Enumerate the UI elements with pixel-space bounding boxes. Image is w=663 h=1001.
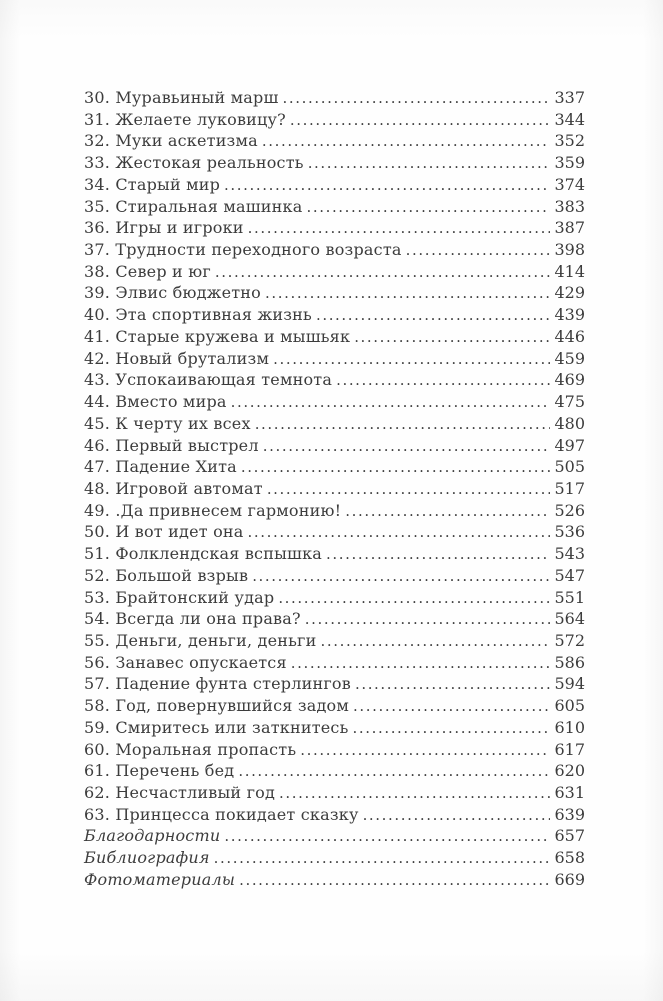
dot-leader bbox=[239, 869, 550, 892]
toc-entry bbox=[84, 608, 585, 630]
toc-entry-title: 56. Занавес опускается bbox=[84, 652, 287, 672]
toc-entry bbox=[84, 196, 585, 218]
toc-entry bbox=[84, 239, 585, 261]
toc-entry-title: 54. Всегда ли она права? bbox=[84, 609, 301, 629]
toc-entry bbox=[84, 391, 585, 413]
toc-entry bbox=[84, 282, 585, 304]
toc-entry-page: 398 bbox=[554, 240, 585, 260]
dot-leader bbox=[278, 587, 550, 610]
toc-entry-title: 37. Трудности переходного возраста bbox=[84, 240, 402, 260]
toc-entry-title: 47. Падение Хита bbox=[84, 457, 237, 477]
toc-entry-page: 446 bbox=[554, 326, 585, 346]
dot-leader bbox=[248, 521, 551, 544]
toc-entry-title: 48. Игровой автомат bbox=[84, 478, 263, 498]
toc-entry bbox=[84, 369, 585, 391]
dot-leader bbox=[345, 500, 550, 523]
toc-entry-page: 536 bbox=[554, 522, 585, 542]
dot-leader bbox=[291, 652, 551, 675]
dot-leader bbox=[241, 456, 551, 479]
toc-entry-title: 58. Год, повернувшийся задом bbox=[84, 696, 350, 716]
dot-leader bbox=[238, 760, 550, 783]
dot-leader bbox=[255, 413, 551, 436]
toc-entry-page: 620 bbox=[554, 761, 585, 781]
toc-entry-page: 617 bbox=[554, 739, 585, 759]
toc-entry bbox=[84, 565, 585, 587]
dot-leader bbox=[326, 543, 550, 566]
toc-entry-title: 63. Принцесса покидает сказку bbox=[84, 804, 359, 824]
toc-entry bbox=[84, 652, 585, 674]
dot-leader bbox=[352, 717, 550, 740]
toc-entry-page: 631 bbox=[554, 783, 585, 802]
toc-entry bbox=[84, 739, 585, 761]
dot-leader bbox=[320, 630, 550, 653]
toc-entry-title: 50. И вот идет она bbox=[84, 522, 244, 542]
toc-entry-title: 61. Перечень бед bbox=[84, 761, 235, 781]
toc-entry-title: 35. Стиральная машинка bbox=[84, 196, 303, 216]
toc-entry bbox=[84, 152, 585, 174]
toc-entry bbox=[84, 717, 585, 739]
toc-entry-title: 31. Желаете луковицу? bbox=[84, 109, 286, 129]
toc-entry bbox=[84, 673, 585, 695]
dot-leader bbox=[248, 217, 551, 240]
toc-entry-title: 39. Элвис бюджетно bbox=[84, 283, 262, 303]
toc-entry bbox=[84, 304, 585, 326]
toc-entry bbox=[84, 478, 585, 500]
toc-entry bbox=[84, 87, 585, 109]
dot-leader bbox=[283, 87, 551, 110]
toc-entry-page: 374 bbox=[554, 174, 585, 194]
dot-leader bbox=[308, 152, 551, 175]
dot-leader bbox=[406, 239, 551, 262]
toc-entry bbox=[84, 825, 585, 847]
toc-entry-page: 387 bbox=[554, 218, 585, 238]
dot-leader bbox=[224, 174, 550, 197]
toc-entry bbox=[84, 847, 585, 869]
toc-entry bbox=[84, 587, 585, 609]
toc-entry-title: 52. Большой взрыв bbox=[84, 565, 249, 585]
toc-entry-page: 475 bbox=[554, 392, 585, 412]
dot-leader bbox=[215, 261, 551, 284]
toc-entry bbox=[84, 348, 585, 370]
toc-entry-page: 459 bbox=[554, 348, 585, 368]
toc-entry-title: 42. Новый брутализм bbox=[84, 348, 270, 368]
dot-leader bbox=[267, 478, 551, 501]
dot-leader bbox=[252, 565, 550, 588]
toc-entry-page: 639 bbox=[554, 804, 585, 824]
toc-entry-page: 439 bbox=[554, 305, 585, 325]
dot-leader bbox=[306, 196, 550, 219]
toc-entry-page: 605 bbox=[554, 696, 585, 716]
toc-entry bbox=[84, 456, 585, 478]
toc-entry-page: 547 bbox=[554, 565, 585, 585]
dot-leader bbox=[305, 608, 551, 631]
toc-entry bbox=[84, 326, 585, 348]
toc-entry-page: 586 bbox=[554, 652, 585, 672]
dot-leader bbox=[273, 348, 550, 371]
toc-entry bbox=[84, 413, 585, 435]
toc-entry-page: 658 bbox=[554, 848, 585, 868]
toc-entry bbox=[84, 217, 585, 239]
dot-leader bbox=[224, 825, 550, 848]
toc-entry-page: 517 bbox=[554, 478, 585, 498]
toc-entry-page: 505 bbox=[554, 457, 585, 477]
toc-entry-title: 30. Муравьиный марш bbox=[84, 88, 279, 107]
toc-entry-title: 44. Вместо мира bbox=[84, 392, 227, 412]
dot-leader bbox=[300, 739, 550, 762]
toc-entry-title: Фотоматериалы bbox=[84, 869, 236, 889]
toc-entry-page: 543 bbox=[554, 544, 585, 564]
toc-entry bbox=[84, 543, 585, 565]
toc-entry-page: 429 bbox=[554, 283, 585, 303]
dot-leader bbox=[214, 847, 551, 870]
dot-leader bbox=[355, 673, 551, 696]
toc-entry-title: 62. Несчастливый год bbox=[84, 783, 276, 802]
dot-leader bbox=[263, 435, 551, 458]
toc-entry bbox=[84, 174, 585, 196]
toc-entry bbox=[84, 695, 585, 717]
toc-entry-page: 480 bbox=[554, 413, 585, 433]
toc-entry-page: 414 bbox=[554, 261, 585, 281]
toc-entry-page: 594 bbox=[554, 674, 585, 694]
toc-entry bbox=[84, 869, 585, 891]
dot-leader bbox=[354, 326, 550, 349]
toc-entry-page: 564 bbox=[554, 609, 585, 629]
toc-entry-title: 36. Игры и игроки bbox=[84, 218, 244, 238]
toc-entry-title: Благодарности bbox=[84, 826, 221, 846]
toc-entry-page: 610 bbox=[554, 717, 585, 737]
toc-entry-page: 344 bbox=[554, 109, 585, 129]
toc-entry-page: 526 bbox=[554, 500, 585, 520]
toc-entry-title: 43. Успокаивающая темнота bbox=[84, 370, 333, 390]
toc-entry-page: 383 bbox=[554, 196, 585, 216]
dot-leader bbox=[231, 391, 551, 414]
toc-entry-title: 38. Север и юг bbox=[84, 261, 211, 281]
toc-entry-page: 572 bbox=[554, 630, 585, 650]
dot-leader bbox=[316, 304, 551, 327]
toc-entry bbox=[84, 521, 585, 543]
toc-entry-title: Библиография bbox=[84, 848, 210, 868]
dot-leader bbox=[290, 109, 551, 132]
toc-entry bbox=[84, 109, 585, 131]
table-of-contents bbox=[84, 87, 585, 891]
toc-entry-title: 32. Муки аскетизма bbox=[84, 131, 258, 151]
toc-entry-page: 669 bbox=[554, 869, 585, 889]
toc-entry-page: 657 bbox=[554, 826, 585, 846]
toc-entry-title: 59. Смиритесь или заткнитесь bbox=[84, 717, 349, 737]
toc-entry-title: 34. Старый мир bbox=[84, 174, 221, 194]
toc-entry-page: 469 bbox=[554, 370, 585, 390]
toc-entry bbox=[84, 804, 585, 826]
toc-entry-page: 497 bbox=[554, 435, 585, 455]
toc-entry bbox=[84, 435, 585, 457]
toc-entry bbox=[84, 130, 585, 152]
toc-entry bbox=[84, 500, 585, 522]
toc-entry-title: 55. Деньги, деньги, деньги bbox=[84, 630, 317, 650]
dot-leader bbox=[336, 369, 550, 392]
toc-entry-title: 60. Моральная пропасть bbox=[84, 739, 297, 759]
dot-leader bbox=[265, 282, 550, 305]
toc-entry bbox=[84, 630, 585, 652]
toc-entry bbox=[84, 782, 585, 804]
toc-entry-title: 46. Первый выстрел bbox=[84, 435, 259, 455]
toc-entry-title: 51. Фолклендская вспышка bbox=[84, 544, 323, 564]
toc-entry bbox=[84, 760, 585, 782]
toc-entry-title: 53. Брайтонский удар bbox=[84, 587, 275, 607]
toc-entry-title: 33. Жестокая реальность bbox=[84, 153, 304, 173]
toc-entry-page: 359 bbox=[554, 153, 585, 173]
toc-entry-title: 41. Старые кружева и мышьяк bbox=[84, 326, 351, 346]
dot-leader bbox=[279, 782, 550, 805]
toc-entry-title: 57. Падение фунта стерлингов bbox=[84, 674, 351, 694]
toc-entry bbox=[84, 261, 585, 283]
toc-entry-page: 337 bbox=[554, 88, 585, 107]
dot-leader bbox=[353, 695, 550, 718]
toc-entry-title: 40. Эта спортивная жизнь bbox=[84, 305, 312, 325]
dot-leader bbox=[363, 804, 551, 827]
toc-entry-title: 45. К черту их всех bbox=[84, 413, 251, 433]
dot-leader bbox=[262, 130, 551, 153]
toc-entry-page: 352 bbox=[554, 131, 585, 151]
toc-entry-page: 551 bbox=[554, 587, 585, 607]
toc-entry-title: 49. .Да привнесем гармонию! bbox=[84, 500, 342, 520]
